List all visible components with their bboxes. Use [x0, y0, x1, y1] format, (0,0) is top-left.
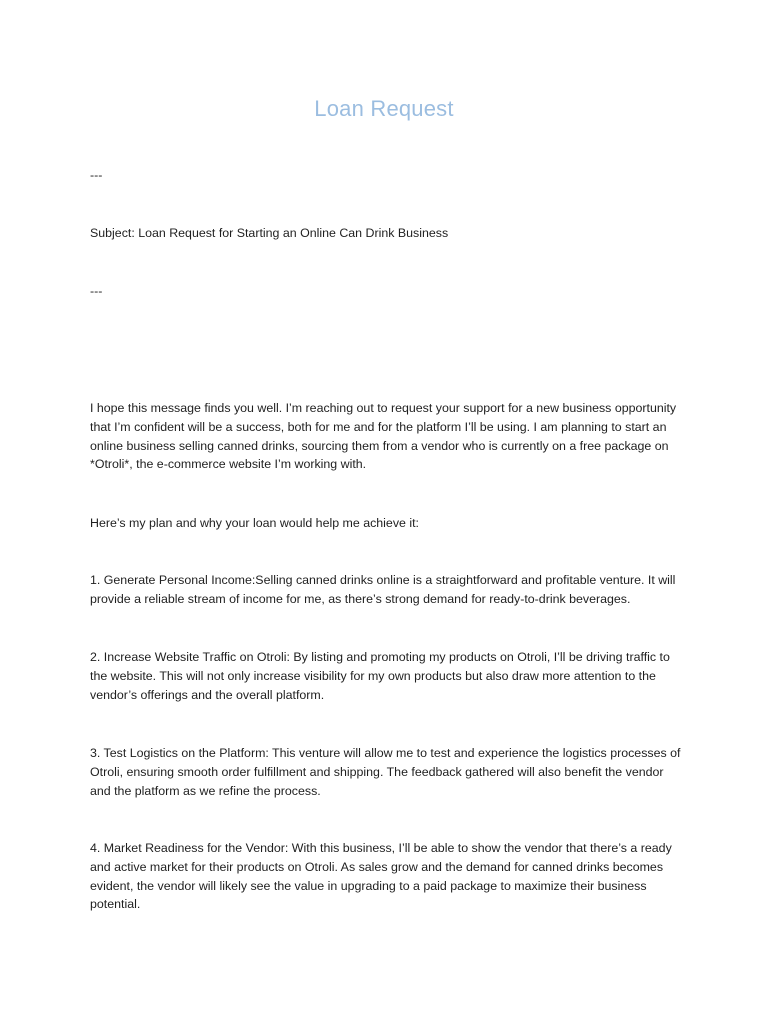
subject-line: Subject: Loan Request for Starting an Online Can Drink Business: [90, 226, 449, 240]
separator-bottom: ---: [90, 284, 103, 298]
separator-top: ---: [90, 168, 103, 182]
paragraph-point-4: 4. Market Readiness for the Vendor: With this business, I’ll be able to show the vendor that there’s a ready and active market for their products on Otroli. As sales grow and the demand for canned drinks becomes evident, the vendor will likely see the value in upgrading to a paid package to maximize their business potential.: [90, 841, 672, 912]
paragraph-point-2: 2. Increase Website Traffic on Otroli: By listing and promoting my products on Otroli, I’ll be driving traffic to the website. This will not only increase visibility for my own products but also draw more attention to the vendor’s offerings and the overall platform.: [90, 650, 670, 702]
paragraph-intro: I hope this message finds you well. I’m reaching out to request your support for a new business opportunity that I’m confident will be a success, both for me and for the platform I’ll be using. I am planning to start an online business selling canned drinks, sourcing them from a vendor who is currently on a free package on *Otroli*, the e-commerce website I’m working with.: [90, 401, 677, 472]
document-title: Loan Request: [314, 96, 454, 121]
paragraph-plan-lead: Here’s my plan and why your loan would help me achieve it:: [90, 516, 419, 530]
paragraph-point-1: 1. Generate Personal Income:Selling canned drinks online is a straightforward and profitable venture. It will provide a reliable stream of income for me, as there’s strong demand for ready-to-drink beverages.: [90, 573, 676, 606]
paragraph-point-3: 3. Test Logistics on the Platform: This venture will allow me to test and experience the logistics processes of Otroli, ensuring smooth order fulfillment and shipping. The feedback gathered will also benefit the vendor and the platform as we refine the process.: [90, 746, 681, 798]
